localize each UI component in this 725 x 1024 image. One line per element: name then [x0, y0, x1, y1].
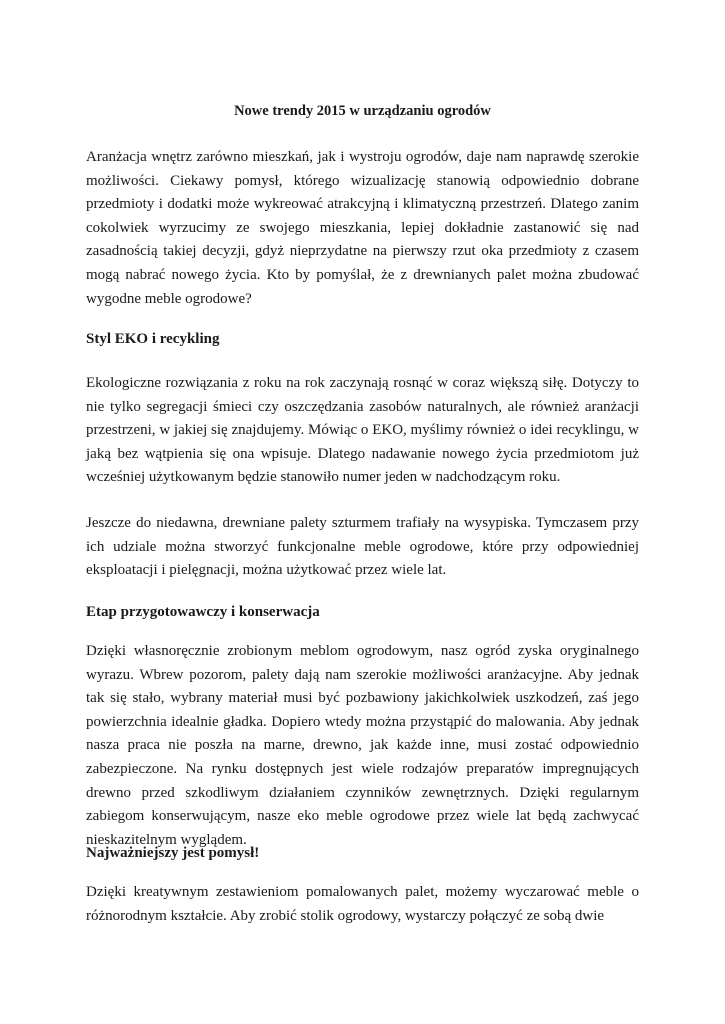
section-heading-konserwacja: Etap przygotowawczy i konserwacja	[86, 604, 320, 620]
section-pomysl-paragraph-1: Dzięki kreatywnym zestawieniom pomalowanych palet, możemy wyczarować meble o różnorodnym kształcie. Aby zrobić stolik ogrodowy, wystarczy połączyć ze sobą dwie	[86, 884, 639, 924]
section-konserwacja-paragraph-1: Dzięki własnoręcznie zrobionym meblom ogrodowym, nasz ogród zyska oryginalnego wyrazu. Wbrew pozorom, palety dają nam szerokie możliwości aranżacyjne. Aby jednak tak się stało, wybrany materiał musi być pozbawiony jakichkolwiek uszkodzeń, zaś jego powierzchnia idealnie gładka. Dopiero wtedy można przystąpić do malowania. Aby jednak nasza praca nie poszła na marne, drewno, jak każde inne, musi zostać odpowiednio zabezpieczone. Na rynku dostępnych jest wiele rodzajów preparatów impregnujących drewno przed szkodliwym działaniem czynników zewnętrznych. Dzięki regularnym zabiegom konserwującym, nasze eko meble ogrodowe przez wiele lat będą zachwycać nieskazitelnym wyglądem.	[86, 643, 639, 848]
section-eko-paragraph-1: Ekologiczne rozwiązania z roku na rok zaczynają rosnąć w coraz większą siłę. Dotyczy to nie tylko segregacji śmieci czy oszczędzania zasobów naturalnych, ale również aranżacji przestrzeni, w jakiej się znajdujemy. Mówiąc o EKO, myślimy również o idei recyklingu, w jaką bez wątpienia się ona wpisuje. Dlatego nadawanie nowego życia przedmiotom już wcześniej użytkowanym będzie stanowiło numer jeden w nadchodzącym roku.	[86, 375, 639, 486]
section-heading-pomysl: Najważniejszy jest pomysł!	[86, 845, 260, 861]
section-heading-eko: Styl EKO i recykling	[86, 331, 220, 347]
intro-paragraph: Aranżacja wnętrz zarówno mieszkań, jak i wystroju ogrodów, daje nam naprawdę szerokie możliwości. Ciekawy pomysł, którego wizualizację stanowią odpowiednio dobrane przedmioty i dodatki może wykreować atrakcyjną i klimatyczną przestrzeń. Dlatego zanim cokolwiek wyrzucimy ze swojego mieszkania, lepiej dokładnie zastanowić się nad zasadnością takiej decyzji, gdyż nieprzydatne na pierwszy rzut oka przedmioty z czasem mogą nabrać nowego życia. Kto by pomyślał, że z drewnianych palet można zbudować wygodne meble ogrodowe?	[86, 149, 639, 307]
document-title: Nowe trendy 2015 w urządzaniu ogrodów	[234, 103, 491, 119]
section-eko-paragraph-2: Jeszcze do niedawna, drewniane palety szturmem trafiały na wysypiska. Tymczasem przy ich udziale można stworzyć funkcjonalne meble ogrodowe, które przy odpowiedniej eksploatacji i pielęgnacji, można użytkować przez wiele lat.	[86, 515, 639, 579]
